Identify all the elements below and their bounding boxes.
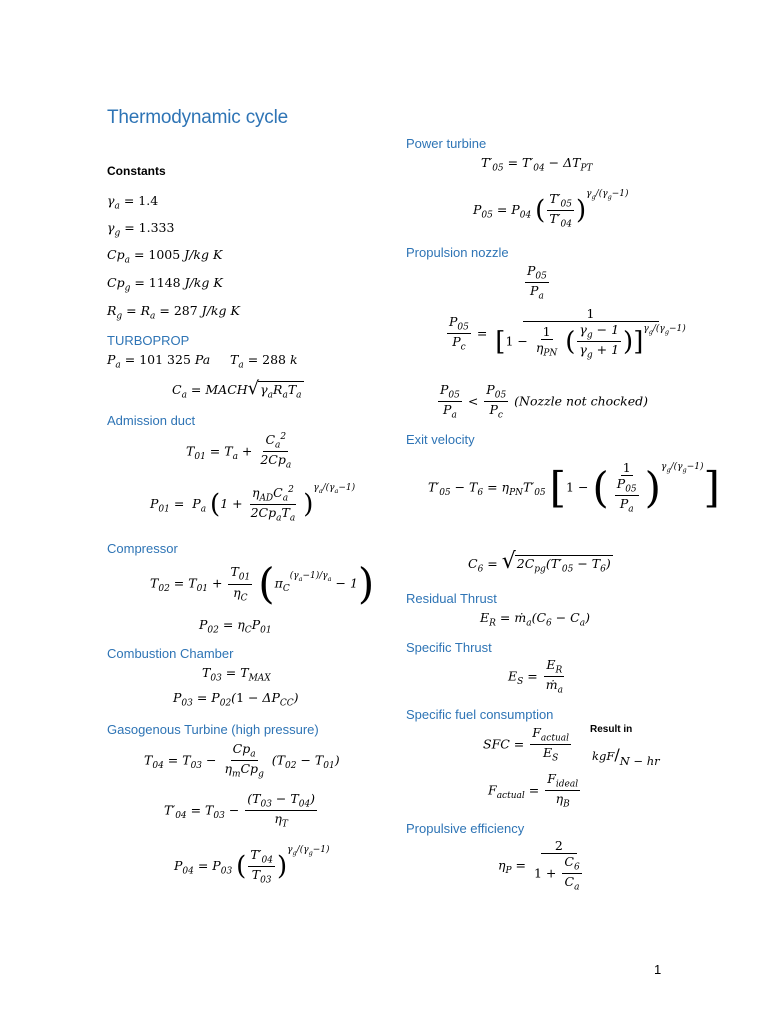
- section-specific-fuel-consumption: Specific fuel consumption: [406, 707, 554, 722]
- eq-ca: $C_a$ = $MACH√\gamma_aR_aT_a$: [172, 378, 302, 401]
- turboprop-pa: $P_a = 101$ 325 Pa: [107, 352, 211, 371]
- section-exit-velocity: Exit velocity: [406, 432, 475, 447]
- eq-sfc: SFC = $\frac{F_{actual}}{E_S}$: [483, 725, 569, 764]
- constants-heading: Constants: [107, 164, 166, 178]
- section-propulsion-nozzle: Propulsion nozzle: [406, 245, 509, 260]
- eq-er: $E_R$ = $ṁ_a(C_6 - C_a)$: [480, 610, 591, 629]
- eq-p04: $P_{04} = P_{03}$ ( $\frac{T'_{04}}{T_{03}}$ )$^{\gamma_g/(\gamma_g-1)}$: [174, 845, 330, 886]
- eq-c6: $C_6 = √2C_{pg}(T'_{05} - T_6)$: [468, 549, 611, 575]
- eq-nozzle-condition: $\frac{P_{05}}{P_a}$ < $\frac{P_{05}}{P_c}$ (Nozzle not chocked): [440, 382, 649, 421]
- eq-t6: $T'_{05} - T_6 = \eta_{PN}T'_{05}$ [1 − ( $\frac{1}{\frac{P_{05}}{P_a}}$ )$^{\gamma_g/(\gamma_g-1)}$]: [428, 460, 720, 515]
- constant-cp-a: $Cp_a = 1005$ J/kg K: [107, 247, 223, 266]
- sfc-units-nhr: N − hr: [619, 754, 660, 768]
- section-specific-thrust: Specific Thrust: [406, 640, 492, 655]
- eq-factual: $F_{actual}$ = $\frac{F_{ideal}}{\eta_B}$: [488, 771, 579, 810]
- eq-t03: $T_{03} = T_{MAX}$: [202, 665, 271, 684]
- section-combustion-chamber: Combustion Chamber: [107, 646, 234, 661]
- section-power-turbine: Power turbine: [406, 136, 487, 151]
- eq-p05: $P_{05} = P_{04}$ ( $\frac{T'_{05}}{T'_{04}}$ )$^{\gamma_g/(\gamma_g-1)}$: [473, 189, 629, 230]
- constant-cp-g: $Cp_g = 1148$ J/kg K: [107, 275, 223, 294]
- eq-eta-p: $\eta_P$ = 2 1 + $\frac{C_6}{C_a}$: [498, 838, 580, 893]
- section-residual-thrust: Residual Thrust: [406, 591, 497, 606]
- eq-t01: $T_{01} = T_a$ + $\frac{C_a^2}{2Cp_a}$: [186, 432, 292, 471]
- eq-p05-over-pa: $\frac{P_{05}}{P_a}$: [527, 263, 547, 302]
- section-compressor: Compressor: [107, 541, 178, 556]
- eq-t04-prime: $T'_{04} = T_{03}$ − $\frac{(T_{03} - T_{04})}{\eta_T}$: [164, 791, 316, 830]
- constant-gamma-g: $\gamma_g = 1.333$: [107, 220, 175, 239]
- section-gasogenous-turbine: Gasogenous Turbine (high pressure): [107, 722, 319, 737]
- section-turboprop: TURBOPROP: [107, 333, 190, 348]
- eq-t05-prime: $T'_{05} = T'_{04} - \Delta T_{PT}$: [481, 155, 593, 174]
- constant-gamma-a: $\gamma_a = 1.4$: [107, 193, 159, 212]
- eq-t02: $T_{02} = T_{01}$ + $\frac{T_{01}}{\eta_C}$ $(\pi_C^{(\gamma_a-1)/\gamma_a} - 1)$: [150, 559, 375, 608]
- page-title: Thermodynamic cycle: [107, 107, 288, 128]
- section-admission-duct: Admission duct: [107, 413, 196, 428]
- section-propulsive-efficiency: Propulsive efficiency: [406, 821, 525, 836]
- result-in-note: Result in: [590, 724, 633, 735]
- nozzle-note: (Nozzle not chocked): [514, 393, 649, 409]
- sfc-units: kgF/N − hr: [592, 745, 660, 768]
- page-number: 1: [654, 962, 662, 977]
- eq-t04: $T_{04} = T_{03}$ − $\frac{Cp_a}{\eta_mCp_g}$ $(T_{02} - T_{01})$: [144, 741, 340, 780]
- eq-p05-over-pc: $\frac{P_{05}}{P_c}$ = 1 [1 − $\frac{1}{\eta_{PN}}$ ( $\frac{\gamma_g - 1}{\gamma_g + 1}$ )]$^{\gamma_g/(\gamma_g-1)}$: [449, 306, 686, 361]
- sfc-units-kgf: kgF: [592, 749, 615, 763]
- constant-r: $R_g = R_a = 287$ J/kg K: [107, 303, 240, 322]
- eq-es: $E_S$ = $\frac{E_R}{ṁ_a}$: [508, 657, 563, 696]
- eq-p02: $P_{02} = \eta_CP_{01}$: [199, 617, 272, 636]
- eq-p01: $P_{01} = P_a$ (1 + $\frac{\eta_{AD}C_a^2}{2Cp_aT_a}$ )$^{\gamma_a/(\gamma_a-1)}$: [150, 483, 356, 524]
- turboprop-ta: $T_a = 288$ k: [230, 352, 298, 371]
- eq-p03: $P_{03} = P_{02}(1 - \Delta P_{CC})$: [173, 690, 299, 709]
